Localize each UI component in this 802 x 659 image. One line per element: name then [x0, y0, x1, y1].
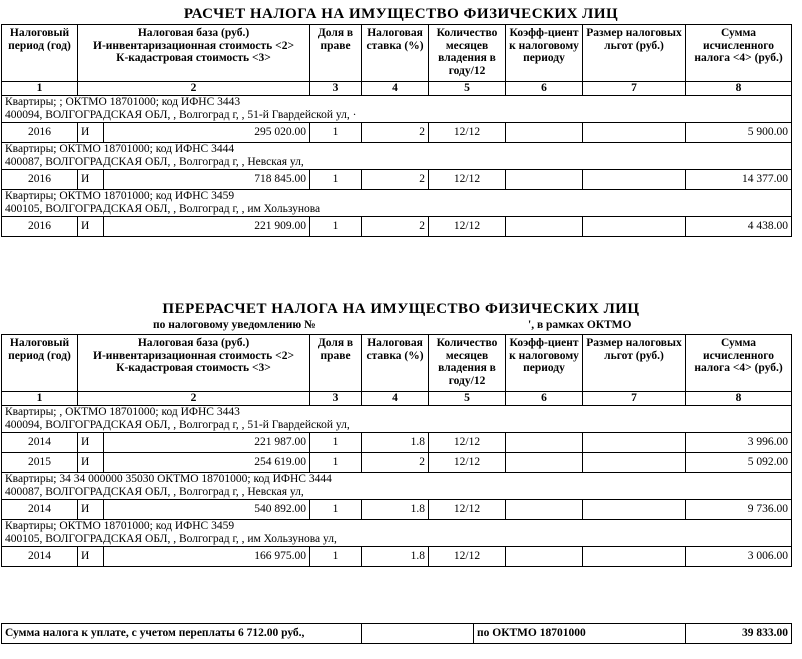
- rate-cell: 2: [362, 453, 429, 473]
- total-empty: [362, 624, 474, 644]
- property-address-line1: Квартиры; ОКТМО 18701000; код ИФНС 3459: [5, 520, 235, 532]
- sum-cell: 4 438.00: [686, 217, 792, 237]
- sum-cell: 5 900.00: [686, 123, 792, 143]
- property-address-row: [2, 406, 792, 433]
- base-cell: 718 845.00: [104, 170, 310, 190]
- property-address-line2: 400087, ВОЛГОГРАДСКАЯ ОБЛ, , Волгоград г, , Невская ул,: [5, 486, 304, 498]
- year-cell: 2016: [2, 170, 78, 190]
- benefit-cell: [583, 170, 686, 190]
- type-cell: И: [78, 433, 104, 453]
- share-cell: 1: [310, 547, 362, 567]
- coef-cell: [506, 547, 583, 567]
- type-cell: И: [78, 500, 104, 520]
- coef-cell: [506, 500, 583, 520]
- months-cell: 12/12: [429, 123, 506, 143]
- sum-cell: 14 377.00: [686, 170, 792, 190]
- total-amount: 39 833.00: [686, 624, 792, 644]
- header-base: [78, 25, 310, 82]
- col-num-2: 2: [78, 392, 310, 406]
- total-oktmo: по ОКТМО 18701000: [474, 624, 686, 644]
- header-share: Доля в праве: [310, 335, 362, 392]
- recalc-table: [1, 334, 792, 567]
- table-row: [2, 547, 792, 567]
- property-address-line2: 400087, ВОЛГОГРАДСКАЯ ОБЛ, , Волгоград г, , Невская ул,: [5, 156, 304, 168]
- coef-cell: [506, 123, 583, 143]
- property-address-line2: 400105, ВОЛГОГРАДСКАЯ ОБЛ, , Волгоград г, , им Хользунова ул,: [5, 533, 337, 545]
- property-address-line2: 400105, ВОЛГОГРАДСКАЯ ОБЛ, , Волгоград г, , им Хользунова: [5, 203, 321, 215]
- header-base: [78, 335, 310, 392]
- benefit-cell: [583, 547, 686, 567]
- header-benefit: Размер налоговых льгот (руб.): [583, 25, 686, 82]
- col-num-7: 7: [583, 82, 686, 96]
- col-num-4: 4: [362, 392, 429, 406]
- header-base-title: Налоговая база (руб.): [137, 337, 250, 349]
- property-address-line2: 400094, ВОЛГОГРАДСКАЯ ОБЛ, , Волгоград г, , 51-й Гвардейской ул,: [5, 419, 350, 431]
- rate-cell: 1.8: [362, 500, 429, 520]
- share-cell: 1: [310, 123, 362, 143]
- table-row: [2, 453, 792, 473]
- property-address-line1: Квартиры; ОКТМО 18701000; код ИФНС 3459: [5, 190, 235, 202]
- property-address: [2, 143, 792, 170]
- coef-cell: [506, 433, 583, 453]
- coef-cell: [506, 453, 583, 473]
- header-base-inv: И-инвентаризационная стоимость <2>: [93, 349, 294, 362]
- table-row: [2, 170, 792, 190]
- calc-body: [2, 96, 792, 237]
- col-num-3: 3: [310, 392, 362, 406]
- sum-cell: 3 006.00: [686, 547, 792, 567]
- property-address-line1: Квартиры; ОКТМО 18701000; код ИФНС 3444: [5, 143, 235, 155]
- benefit-cell: [583, 123, 686, 143]
- property-address-row: [2, 190, 792, 217]
- header-months: Количество месяцев владения в году/12: [429, 25, 506, 82]
- sum-cell: 5 092.00: [686, 453, 792, 473]
- header-months: Количество месяцев владения в году/12: [429, 335, 506, 392]
- property-address: [2, 406, 792, 433]
- header-period: Налоговый период (год): [2, 335, 78, 392]
- col-num-3: 3: [310, 82, 362, 96]
- col-num-6: 6: [506, 392, 583, 406]
- benefit-cell: [583, 217, 686, 237]
- header-coef: Коэфф-циент к налоговому периоду: [506, 335, 583, 392]
- months-cell: 12/12: [429, 547, 506, 567]
- months-cell: 12/12: [429, 217, 506, 237]
- type-cell: И: [78, 547, 104, 567]
- rate-cell: 1.8: [362, 547, 429, 567]
- share-cell: 1: [310, 217, 362, 237]
- header-benefit: Размер налоговых льгот (руб.): [583, 335, 686, 392]
- share-cell: 1: [310, 433, 362, 453]
- col-num-6: 6: [506, 82, 583, 96]
- year-cell: 2014: [2, 547, 78, 567]
- col-num-8: 8: [686, 392, 792, 406]
- property-address: [2, 473, 792, 500]
- table-row: [2, 433, 792, 453]
- benefit-cell: [583, 433, 686, 453]
- table-row: [2, 217, 792, 237]
- year-cell: 2016: [2, 217, 78, 237]
- header-base-inv: И-инвентаризационная стоимость <2>: [93, 39, 294, 52]
- year-cell: 2015: [2, 453, 78, 473]
- rate-cell: 1.8: [362, 433, 429, 453]
- property-address-line1: Квартиры; ; ОКТМО 18701000; код ИФНС 3443: [5, 96, 241, 108]
- header-period: Налоговый период (год): [2, 25, 78, 82]
- property-address-row: [2, 96, 792, 123]
- benefit-cell: [583, 453, 686, 473]
- recalc-body: [2, 406, 792, 567]
- months-cell: 12/12: [429, 500, 506, 520]
- property-address: [2, 520, 792, 547]
- type-cell: И: [78, 453, 104, 473]
- base-cell: 254 619.00: [104, 453, 310, 473]
- months-cell: 12/12: [429, 433, 506, 453]
- property-address-line1: Квартиры; , ОКТМО 18701000; код ИФНС 3443: [5, 406, 240, 418]
- property-address-line1: Квартиры; 34 34 000000 35030 ОКТМО 18701000; код ИФНС 3444: [5, 473, 332, 485]
- rate-cell: 2: [362, 170, 429, 190]
- col-num-4: 4: [362, 82, 429, 96]
- rate-cell: 2: [362, 217, 429, 237]
- recalc-title: ПЕРЕРАСЧЕТ НАЛОГА НА ИМУЩЕСТВО ФИЗИЧЕСКИХ ЛИЦ: [162, 301, 640, 317]
- header-share: Доля в праве: [310, 25, 362, 82]
- share-cell: 1: [310, 500, 362, 520]
- property-address: [2, 190, 792, 217]
- base-cell: 221 987.00: [104, 433, 310, 453]
- header-base-cad: К-кадастровая стоимость <3>: [116, 362, 271, 374]
- coef-cell: [506, 217, 583, 237]
- table-row: [2, 123, 792, 143]
- header-base-title: Налоговая база (руб.): [137, 27, 250, 39]
- property-address-line2: 400094, ВОЛГОГРАДСКАЯ ОБЛ, , Волгоград г, , 51-й Гвардейской ул, ·: [5, 109, 357, 121]
- col-num-1: 1: [2, 82, 78, 96]
- type-cell: И: [78, 170, 104, 190]
- table-row: [2, 500, 792, 520]
- property-address-row: [2, 520, 792, 547]
- benefit-cell: [583, 500, 686, 520]
- rate-cell: 2: [362, 123, 429, 143]
- base-cell: 540 892.00: [104, 500, 310, 520]
- share-cell: 1: [310, 170, 362, 190]
- calc-table: [1, 24, 792, 237]
- base-cell: 295 020.00: [104, 123, 310, 143]
- year-cell: 2014: [2, 500, 78, 520]
- base-cell: 166 975.00: [104, 547, 310, 567]
- header-sum: Сумма исчисленного налога <4> (руб.): [686, 25, 792, 82]
- col-num-1: 1: [2, 392, 78, 406]
- col-num-8: 8: [686, 82, 792, 96]
- share-cell: 1: [310, 453, 362, 473]
- header-coef: Коэфф-циент к налоговому периоду: [506, 25, 583, 82]
- months-cell: 12/12: [429, 170, 506, 190]
- coef-cell: [506, 170, 583, 190]
- property-address-row: [2, 143, 792, 170]
- property-address: [2, 96, 792, 123]
- total-label: Сумма налога к уплате, с учетом переплаты 6 712.00 руб.,: [2, 624, 362, 644]
- header-sum: Сумма исчисленного налога <4> (руб.): [686, 335, 792, 392]
- base-cell: 221 909.00: [104, 217, 310, 237]
- property-address-row: [2, 473, 792, 500]
- col-num-5: 5: [429, 392, 506, 406]
- total-table: [1, 623, 792, 644]
- type-cell: И: [78, 217, 104, 237]
- calc-title: РАСЧЕТ НАЛОГА НА ИМУЩЕСТВО ФИЗИЧЕСКИХ ЛИЦ: [183, 6, 619, 22]
- recalc-subtitle-right: ', в рамках ОКТМО: [528, 319, 632, 331]
- year-cell: 2016: [2, 123, 78, 143]
- header-base-cad: К-кадастровая стоимость <3>: [116, 52, 271, 64]
- type-cell: И: [78, 123, 104, 143]
- sum-cell: 9 736.00: [686, 500, 792, 520]
- col-num-7: 7: [583, 392, 686, 406]
- sum-cell: 3 996.00: [686, 433, 792, 453]
- months-cell: 12/12: [429, 453, 506, 473]
- year-cell: 2014: [2, 433, 78, 453]
- header-rate: Налоговая ставка (%): [362, 335, 429, 392]
- recalc-subtitle-left: по налоговому уведомлению №: [153, 319, 316, 331]
- col-num-5: 5: [429, 82, 506, 96]
- header-rate: Налоговая ставка (%): [362, 25, 429, 82]
- col-num-2: 2: [78, 82, 310, 96]
